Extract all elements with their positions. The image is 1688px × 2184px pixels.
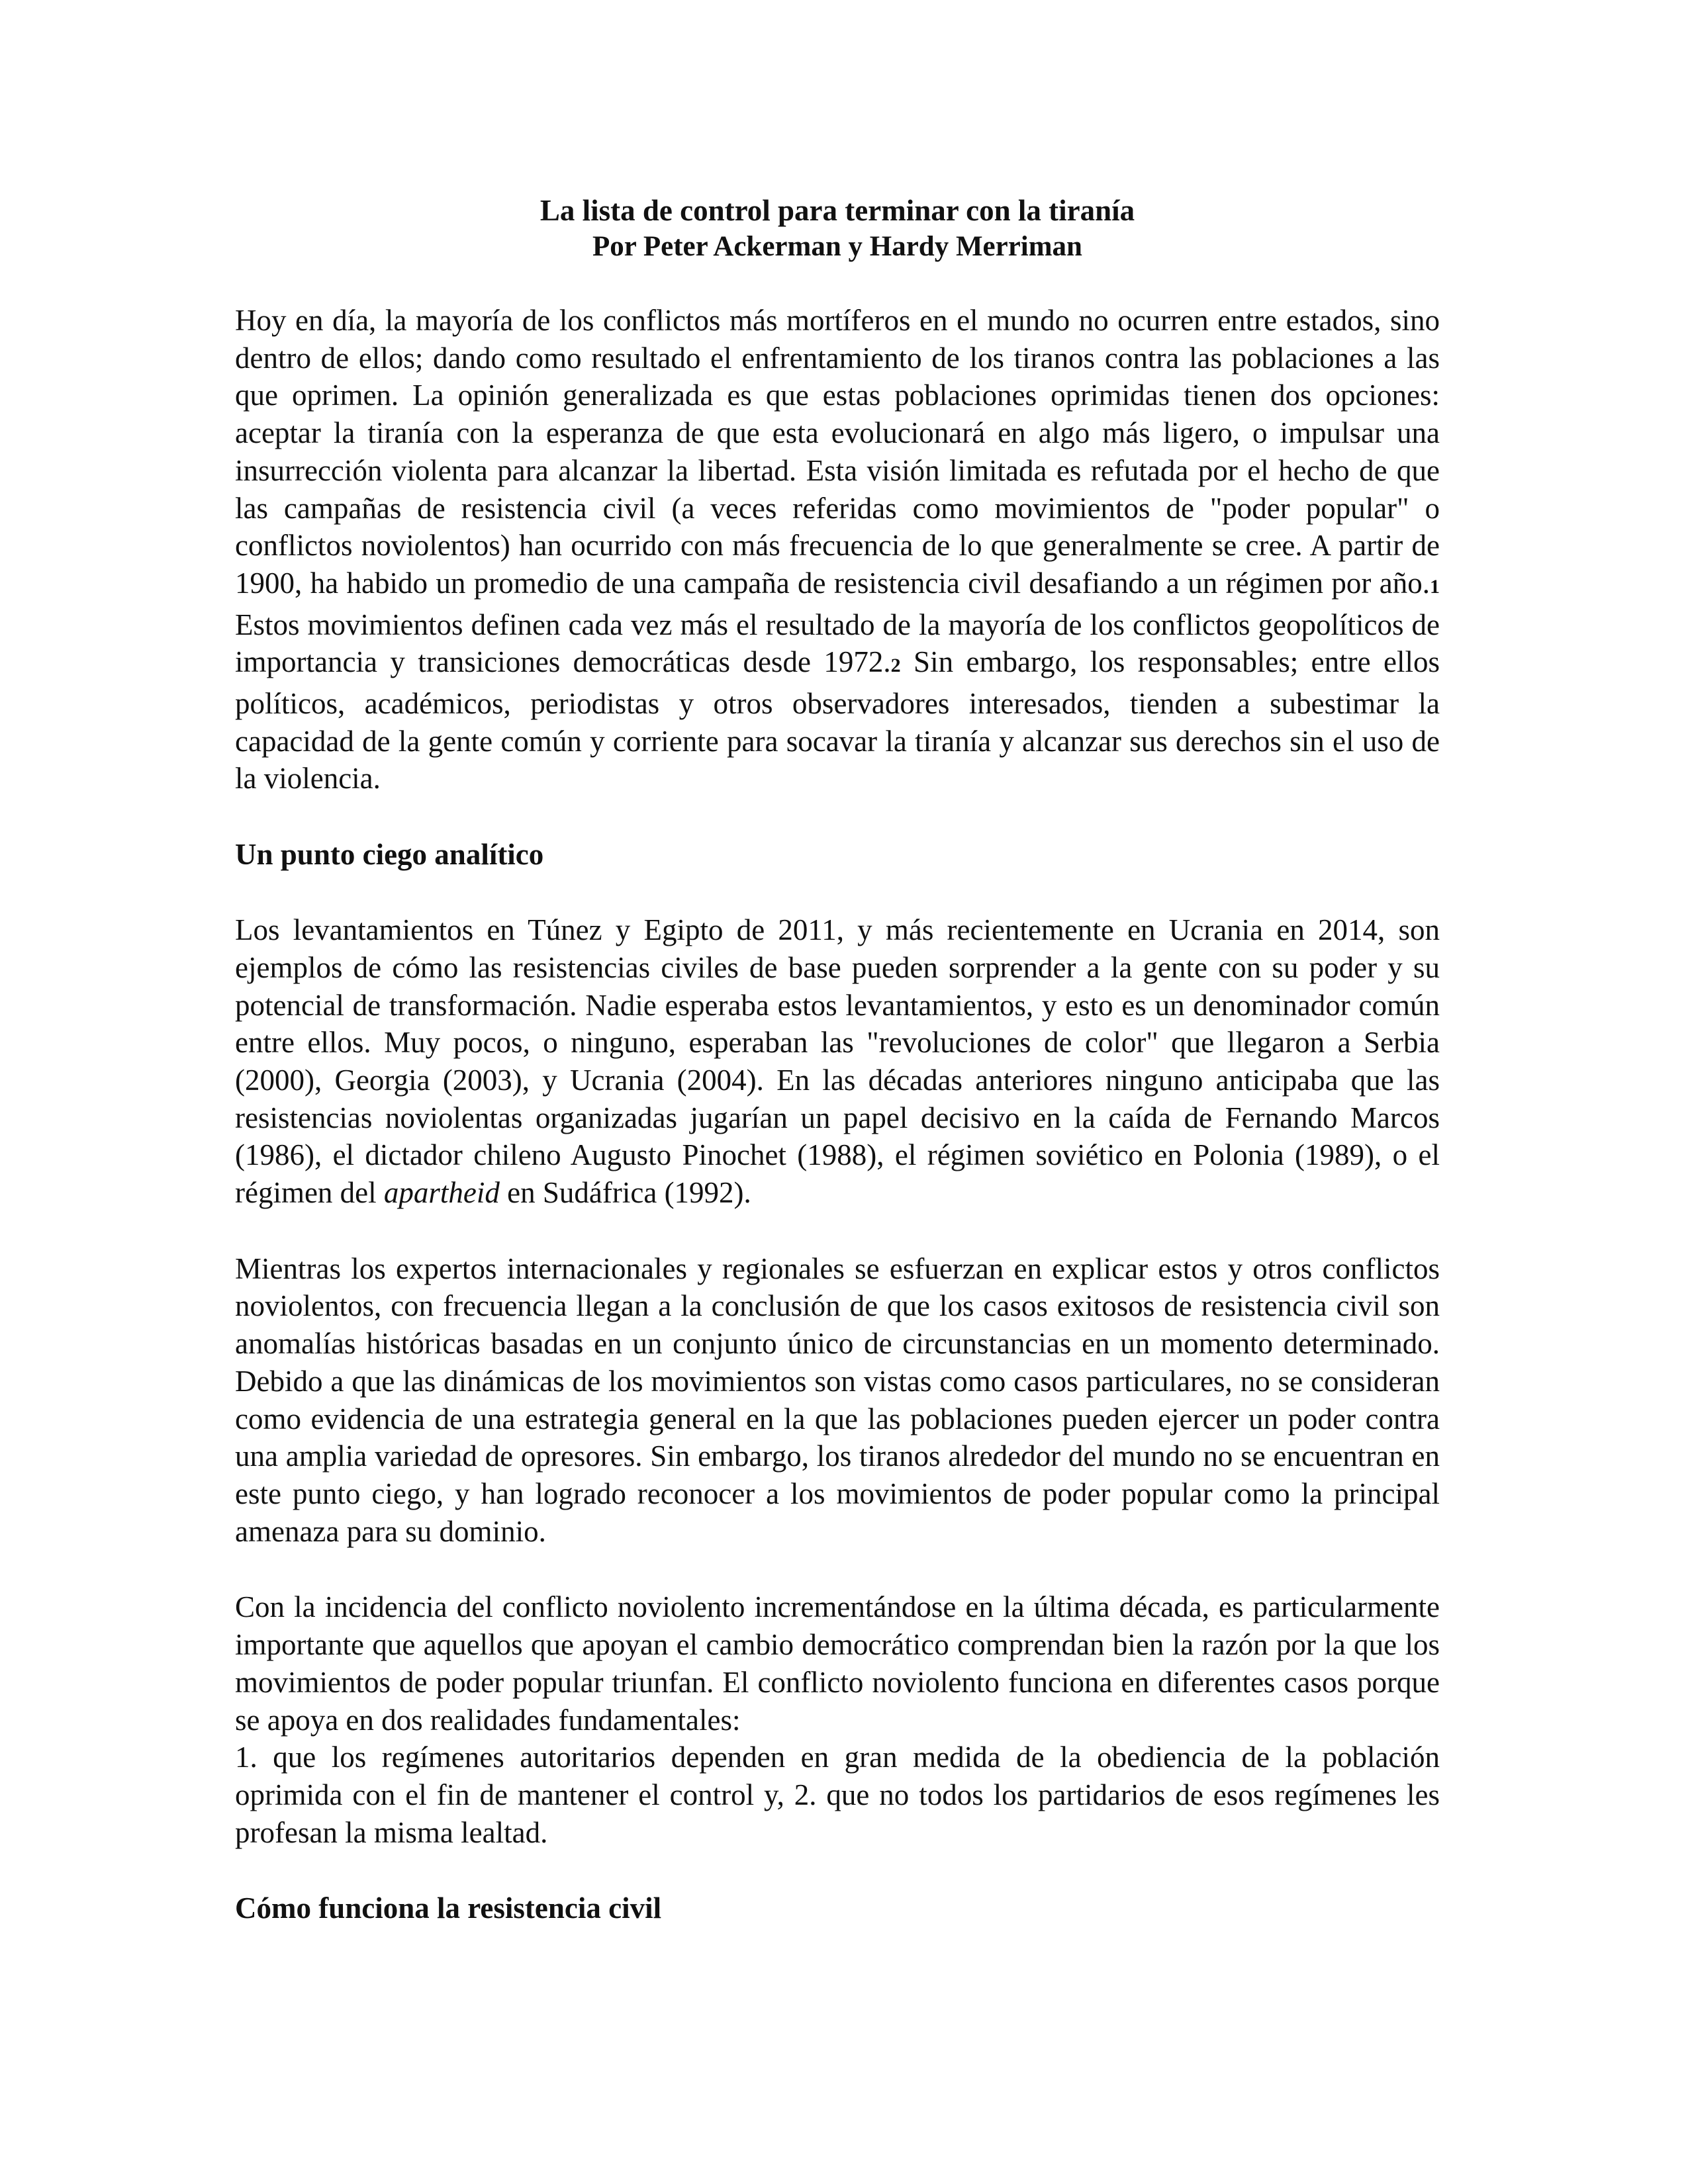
footnote-marker-1: 1: [1430, 575, 1440, 598]
paragraph-uprisings-text-2: en Sudáfrica (1992).: [499, 1176, 751, 1210]
document-authors: Por Peter Ackerman y Hardy Merriman: [592, 231, 1082, 262]
document-page: [235, 192, 1440, 1965]
paragraph-experts: Mientras los expertos internacionales y regionales se esfuerzan en explicar estos y otros conflictos noviolentos, con frecuencia llegan a la conclusión de que los casos exitosos de resistencia civil son anomalías históricas basadas en un conjunto único de circunstancias en un momento determinado. Debido a que las dinámicas de los movimientos son vistas como casos particulares, no se consideran como evidencia de una estrategia general en la que las poblaciones pueden ejercer un poder contra una amplia variedad de opresores. Sin embargo, los tiranos alrededor del mundo no se encuentran en este punto ciego, y han logrado reconocer a los movimientos de poder popular como la principal amenaza para su dominio.: [235, 1251, 1440, 1548]
intro-text-3: Sin embargo, los responsables; entre ellos políticos, académicos, periodistas y otros observadores interesados, tienden a subestimar la capacidad de la gente común y corriente para socavar la tiranía y alcanzar sus derechos sin el uso de la violencia.: [235, 645, 1440, 796]
paragraph-uprisings: [235, 911, 1440, 1212]
intro-paragraph: [235, 302, 1440, 797]
footnote-marker-2: 2: [890, 655, 901, 677]
intro-text-2: Estos movimientos definen cada vez más el resultado de la mayoría de los conflictos geopolíticos de importancia y transiciones democráticas desde 1972.: [235, 608, 1440, 679]
realities-list: 1. que los regímenes autoritarios dependen en gran medida de la obediencia de la población oprimida con el fin de mantener el control y, 2. que no todos los partidarios de esos regímenes les profesan la misma lealtad.: [235, 1741, 1440, 1849]
section-heading-blind-spot: Un punto ciego analítico: [235, 838, 544, 872]
section-heading-how-it-works: Cómo funciona la resistencia civil: [235, 1891, 662, 1925]
paragraph-incidence-block: [235, 1588, 1440, 1851]
italic-apartheid: apartheid: [383, 1176, 500, 1210]
intro-text-1: Hoy en día, la mayoría de los conflictos más mortíferos en el mundo no ocurren entre estados, sino dentro de ellos; dando como resultado el enfrentamiento de los tiranos contra las poblaciones a las que oprimen. La opinión generalizada es que estas poblaciones oprimidas tienen dos opciones: aceptar la tiranía con la esperanza de que esta evolucionará en algo más ligero, o impulsar una insurrección violenta para alcanzar la libertad. Esta visión limitada es refutada por el hecho de que las campañas de resistencia civil (a veces referidas como movimientos de "poder popular" o conflictos noviolentos) han ocurrido con más frecuencia de lo que generalmente se cree. A partir de 1900, ha habido un promedio de una campaña de resistencia civil desafiando a un régimen por año.: [235, 304, 1440, 600]
paragraph-uprisings-text-1: Los levantamientos en Túnez y Egipto de 2011, y más recientemente en Ucrania en 2014, son ejemplos de cómo las resistencias civiles de base pueden sorprender a la gente con su poder y su potencial de transformación. Nadie esperaba estos levantamientos, y esto es un denominador común entre ellos. Muy pocos, o ninguno, esperaban las "revoluciones de color" que llegaron a Serbia (2000), Georgia (2003), y Ucrania (2004). En las décadas anteriores ninguno anticipaba que las resistencias noviolentas organizadas jugarían un papel decisivo en la caída de Fernando Marcos (1986), el dictador chileno Augusto Pinochet (1988), el régimen soviético en Polonia (1989), o el régimen del: [235, 913, 1440, 1210]
document-title: La lista de control para terminar con la tiranía: [539, 194, 1135, 227]
paragraph-incidence: Con la incidencia del conflicto noviolento incrementándose en la última década, es particularmente importante que aquellos que apoyan el cambio democrático comprendan bien la razón por la que los movimientos de poder popular triunfan. El conflicto noviolento funciona en diferentes casos porque se apoya en dos realidades fundamentales:: [235, 1590, 1440, 1737]
